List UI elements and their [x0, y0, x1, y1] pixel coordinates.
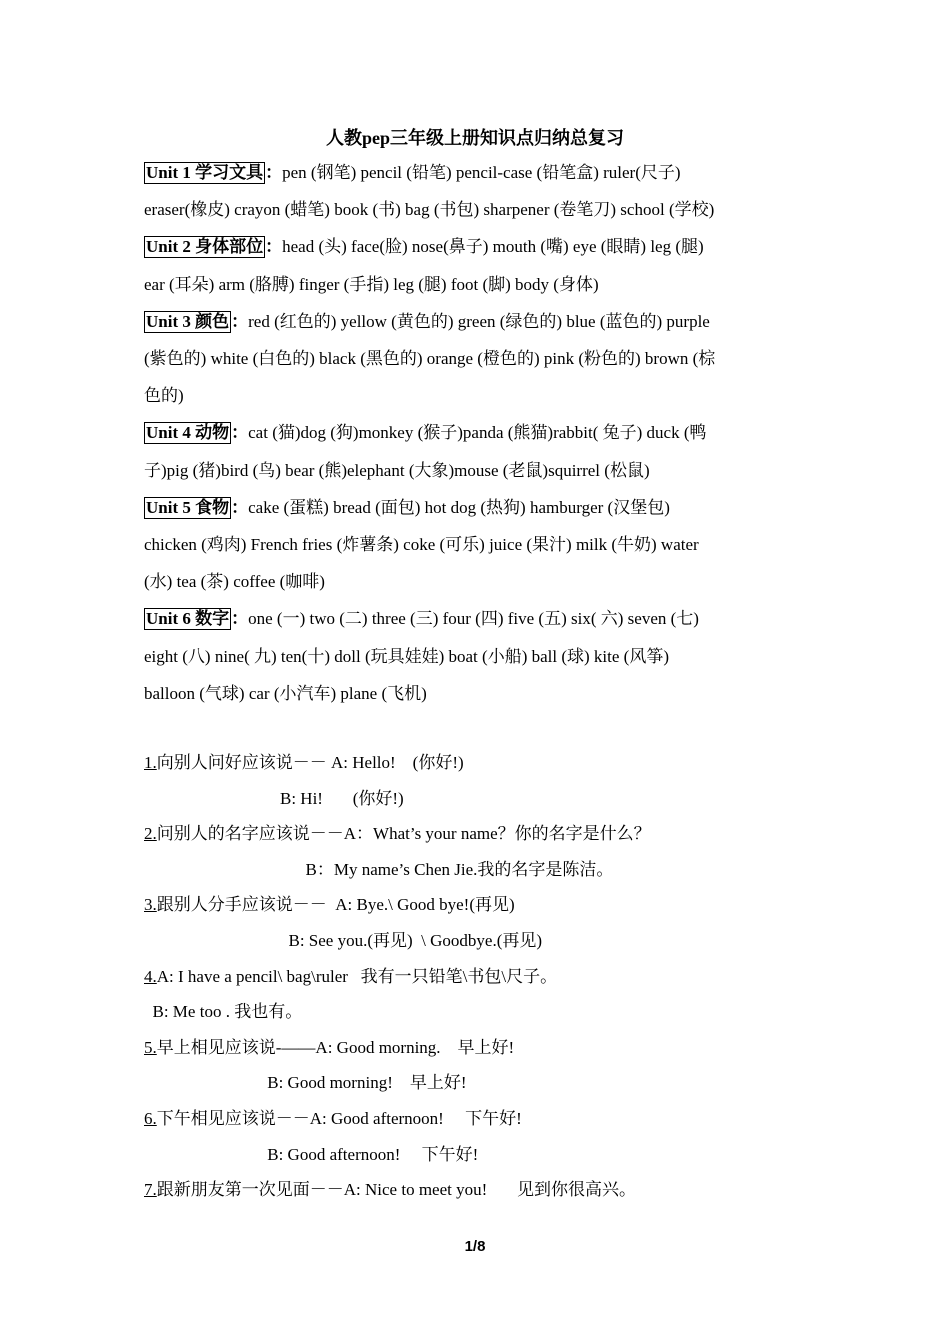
unit-vocab-text: 色的): [144, 386, 184, 406]
unit-line: [144, 489, 824, 526]
unit-colon: ：: [265, 163, 283, 182]
dialogue-text: B: Good morning! 早上好!: [144, 1073, 467, 1093]
unit-line: [144, 303, 824, 340]
dialogue-line: [144, 1030, 844, 1066]
dialogue-line: [144, 1137, 844, 1173]
dialogue-line: [144, 781, 844, 817]
unit-vocab-text: (紫色的) white (白色的) black (黑色的) orange (橙色的) pink (粉色的) brown (棕: [144, 349, 716, 369]
unit-label: Unit 2 身体部位: [146, 237, 264, 257]
dialogue-line: [144, 852, 844, 888]
unit-vocab-text: one (一) two (二) three (三) four (四) five (五) six( 六) seven (七): [248, 609, 699, 629]
unit-line: [144, 414, 824, 451]
unit-line: [144, 340, 824, 377]
unit-label: Unit 1 学习文具: [146, 163, 264, 182]
dialogue-text: B: Hi! (你好!): [144, 788, 404, 808]
dialogue-number: 7.: [144, 1180, 157, 1200]
unit-line: [144, 600, 824, 637]
unit-colon: ：: [231, 609, 249, 629]
unit-vocab-text: balloon (气球) car (小汽车) plane (飞机): [144, 683, 427, 703]
dialogue-text: A: I have a pencil\ bag\ruler 我有一只铅笔\书包\尺子。: [156, 966, 558, 986]
unit-line: [144, 563, 824, 600]
dialogue-number: 6.: [144, 1108, 157, 1128]
dialogue-text: 问别人的名字应该说－－A：What’s your name？你的名字是什么？: [156, 824, 651, 844]
vocabulary-section: [144, 154, 824, 712]
unit-vocab-text: chicken (鸡肉) French fries (炸薯条) coke (可乐) juice (果汁) milk (牛奶) water: [144, 535, 699, 555]
dialogue-text: B: See you.(再见) \ Goodbye.(再见): [144, 930, 543, 950]
dialogue-section: [144, 745, 844, 1208]
unit-line: [144, 452, 824, 489]
unit-vocab-text: 子)pig (猪)bird (鸟) bear (熊)elephant (大象)mouse (老鼠)squirrel (松鼠): [144, 460, 650, 480]
unit-line: [144, 154, 824, 191]
dialogue-line: [144, 887, 844, 923]
unit-vocab-text: eraser(橡皮) crayon (蜡笔) book (书) bag (书包) sharpener (卷笔刀) school (学校): [144, 200, 715, 220]
dialogue-text: 向别人问好应该说－－ A: Hello! (你好!): [156, 753, 464, 772]
dialogue-line: [144, 923, 844, 959]
dialogue-number: 2.: [144, 824, 157, 844]
dialogue-text: B: Me too . 我也有。: [144, 1002, 303, 1022]
unit-line: [144, 377, 824, 414]
unit-vocab-text: cake (蛋糕) bread (面包) hot dog (热狗) hamburger (汉堡包): [248, 497, 670, 517]
dialogue-line: [144, 816, 844, 852]
dialogue-line: [144, 1101, 844, 1137]
unit-vocab-text: cat (猫)dog (狗)monkey (猴子)panda (熊猫)rabbit( 兔子) duck (鸭: [248, 423, 707, 443]
dialogue-line: [144, 745, 844, 781]
dialogue-line: [144, 959, 844, 995]
dialogue-line: [144, 1172, 844, 1208]
unit-vocab-text: (水) tea (茶) coffee (咖啡): [144, 572, 325, 592]
unit-vocab-text: head (头) face(脸) nose(鼻子) mouth (嘴) eye (眼睛) leg (腿): [282, 237, 704, 257]
unit-colon: ：: [265, 237, 283, 257]
unit-line: [144, 191, 824, 228]
dialogue-text: B: Good afternoon! 下午好!: [144, 1144, 479, 1164]
unit-label: Unit 5 食物: [146, 497, 230, 517]
unit-colon: ：: [231, 497, 249, 517]
dialogue-number: 5.: [144, 1037, 157, 1057]
unit-line: [144, 266, 824, 303]
unit-label: Unit 4 动物: [146, 423, 230, 443]
unit-colon: ：: [231, 311, 249, 331]
unit-vocab-text: eight (八) nine( 九) ten(十) doll (玩具娃娃) boat (小船) ball (球) kite (风筝): [144, 646, 669, 666]
dialogue-line: [144, 994, 844, 1030]
dialogue-text: B：My name’s Chen Jie.我的名字是陈洁。: [144, 859, 614, 879]
dialogue-number: 3.: [144, 895, 157, 915]
dialogue-number: 4.: [144, 966, 157, 986]
page-title: 人教pep三年级上册知识点归纳总复习: [325, 128, 624, 148]
unit-vocab-text: ear (耳朵) arm (胳膊) finger (手指) leg (腿) foot (脚) body (身体): [144, 274, 599, 294]
unit-colon: ：: [231, 423, 249, 443]
unit-label: Unit 3 颜色: [146, 311, 230, 331]
unit-line: [144, 526, 824, 563]
dialogue-text: 早上相见应该说-——A: Good morning. 早上好!: [156, 1037, 515, 1057]
dialogue-number: 1.: [144, 753, 157, 772]
dialogue-text: 跟新朋友第一次见面－－A: Nice to meet you! 见到你很高兴。: [156, 1180, 637, 1200]
dialogue-text: 下午相见应该说－－A: Good afternoon! 下午好!: [156, 1108, 522, 1128]
unit-label: Unit 6 数字: [146, 609, 230, 629]
dialogue-text: 跟别人分手应该说－－ A: Bye.\ Good bye!(再见): [156, 895, 515, 915]
unit-line: [144, 638, 824, 675]
unit-line: [144, 228, 824, 265]
dialogue-line: [144, 1065, 844, 1101]
unit-vocab-text: pen (钢笔) pencil (铅笔) pencil-case (铅笔盒) ruler(尺子): [282, 163, 681, 182]
unit-vocab-text: red (红色的) yellow (黄色的) green (绿色的) blue (蓝色的) purple: [248, 311, 710, 331]
unit-line: [144, 675, 824, 712]
page-number: 1/8: [464, 1238, 486, 1255]
